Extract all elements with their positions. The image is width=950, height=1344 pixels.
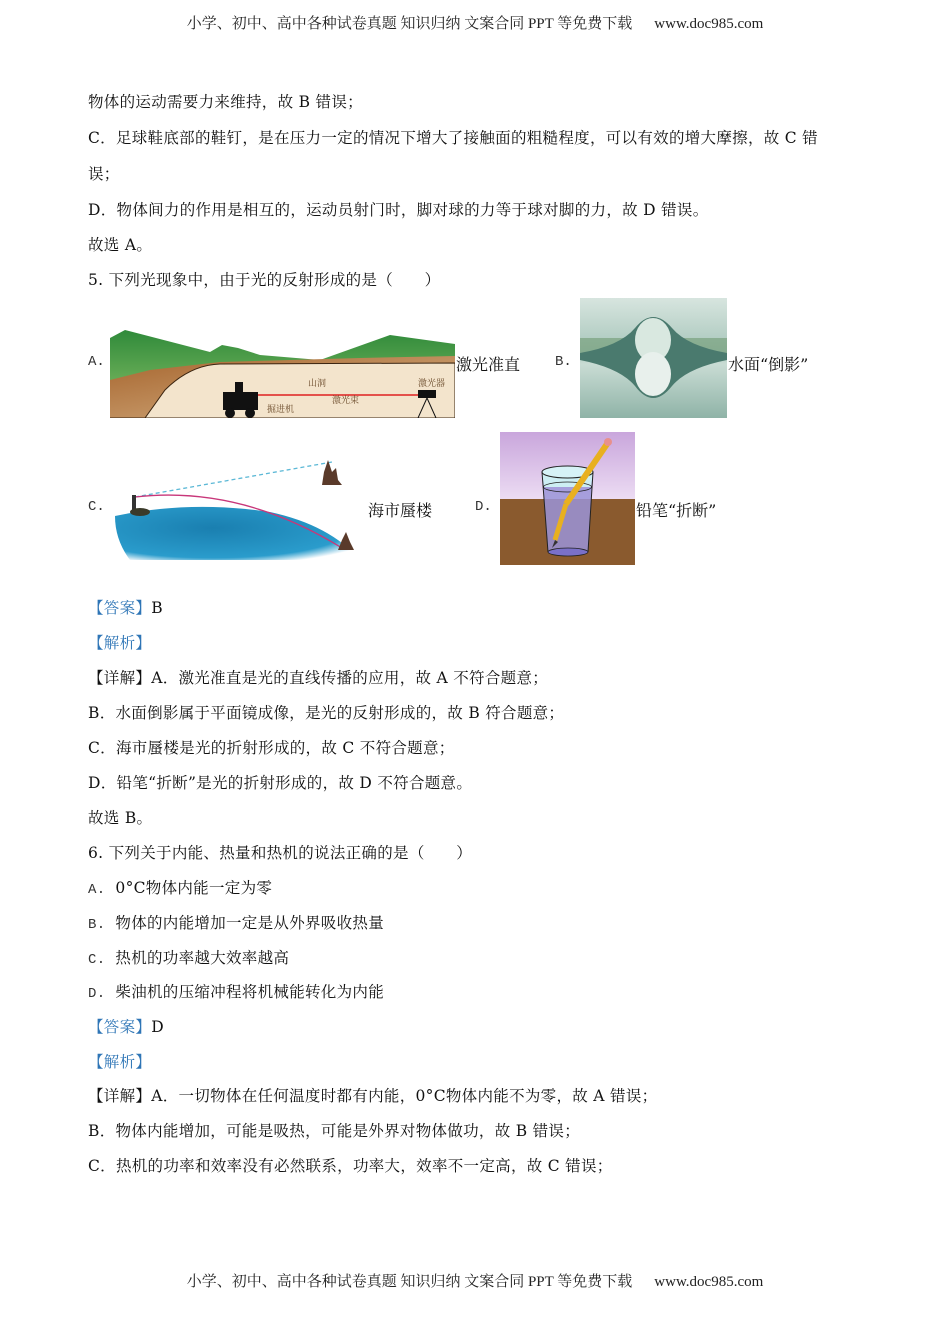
option-label: C.	[88, 952, 106, 968]
q5-option-c-label: C.	[88, 499, 105, 515]
q6-answer	[88, 1015, 164, 1037]
detail-text: A．激光准直是光的直线传播的应用，故 A 不符合题意；	[151, 669, 549, 687]
q5-option-a-caption: 激光准直	[456, 355, 521, 374]
detail-tag: 【详解】	[88, 669, 152, 687]
detail-text: A．一切物体在任何温度时都有内能，0°C物体内能不为零，故 A 错误；	[151, 1087, 658, 1105]
answer-tag: 【答案】	[88, 1018, 152, 1036]
label-machine: 掘进机	[267, 405, 295, 415]
q6-option-b	[88, 911, 384, 933]
q5-detail-line: D．铅笔“折断”是光的折射形成的，故 D 不符合题意。	[88, 774, 473, 792]
option-text: 0°C物体内能一定为零	[115, 879, 273, 897]
option-text: 柴油机的压缩冲程将机械能转化为内能	[115, 983, 385, 1001]
q6-stem: 6. 下列关于内能、热量和热机的说法正确的是（ ）	[88, 844, 473, 862]
q6-option-c	[88, 946, 289, 968]
q5-detail-line	[88, 666, 548, 688]
option-label: D.	[88, 986, 106, 1002]
q6-analysis-tag: 【解析】	[88, 1053, 152, 1071]
q5-detail-line: B．水面倒影属于平面镜成像，是光的反射形成的，故 B 符合题意；	[88, 704, 565, 722]
q5-option-a-label: A.	[88, 354, 105, 370]
footer-url[interactable]: www.doc985.com	[654, 1274, 764, 1290]
header-text: 小学、初中、高中各种试卷真题 知识归纳 文案合同 PPT 等免费下载	[186, 16, 633, 32]
page-header	[0, 12, 950, 33]
q6-detail-line: C．热机的功率和效率没有必然联系，功率大，效率不一定高，故 C 错误；	[88, 1157, 613, 1175]
option-text: 物体的内能增加一定是从外界吸收热量	[115, 914, 385, 932]
prev-solution-line: D．物体间力的作用是相互的，运动员射门时，脚对球的力等于球对脚的力，故 D 错误。	[88, 201, 709, 219]
answer-value: D	[151, 1018, 164, 1036]
q6-option-a	[88, 876, 272, 898]
q5-conclusion: 故选 B。	[88, 809, 153, 827]
option-text: 热机的功率越大效率越高	[115, 949, 290, 967]
q5-analysis-tag: 【解析】	[88, 634, 152, 652]
footer-text: 小学、初中、高中各种试卷真题 知识归纳 文案合同 PPT 等免费下载	[186, 1274, 633, 1290]
q5-option-b-caption: 水面“倒影”	[728, 355, 809, 374]
prev-solution-conclusion: 故选 A。	[88, 236, 153, 254]
q5-detail-line: C．海市蜃楼是光的折射形成的，故 C 不符合题意；	[88, 739, 455, 757]
prev-solution-line: C．足球鞋底部的鞋钉，是在压力一定的情况下增大了接触面的粗糙程度，可以有效的增大摩擦，故 C 错	[88, 129, 818, 147]
prev-solution-line: 物体的运动需要力来维持，故 B 错误；	[88, 93, 363, 111]
label-beam: 激光束	[332, 396, 360, 406]
q6-detail-line	[88, 1084, 657, 1106]
q6-option-d	[88, 980, 384, 1002]
pencil-in-water-illustration	[500, 432, 635, 565]
answer-tag: 【答案】	[88, 599, 152, 617]
option-label: A.	[88, 882, 106, 898]
q6-detail-line: B．物体内能增加，可能是吸热，可能是外界对物体做功，故 B 错误；	[88, 1122, 581, 1140]
bridge-reflection-photo	[580, 298, 727, 418]
label-laser: 激光器	[418, 379, 446, 389]
q5-answer	[88, 596, 163, 618]
q5-option-c-caption: 海市蜃楼	[368, 501, 433, 520]
q5-stem: 5. 下列光现象中，由于光的反射形成的是（ ）	[88, 271, 441, 289]
prev-solution-line: 误；	[88, 165, 120, 183]
label-cave: 山洞	[308, 379, 327, 389]
page-footer	[0, 1270, 950, 1291]
mirage-illustration	[110, 450, 365, 565]
answer-value: B	[151, 599, 163, 617]
q5-option-d-caption: 铅笔“折断”	[636, 501, 717, 520]
q5-option-b-label: B.	[555, 354, 572, 370]
option-label: B.	[88, 917, 106, 933]
laser-tunnel-illustration	[110, 330, 455, 418]
detail-tag: 【详解】	[88, 1087, 152, 1105]
header-url[interactable]: www.doc985.com	[654, 16, 764, 32]
q5-option-d-label: D.	[475, 499, 492, 515]
